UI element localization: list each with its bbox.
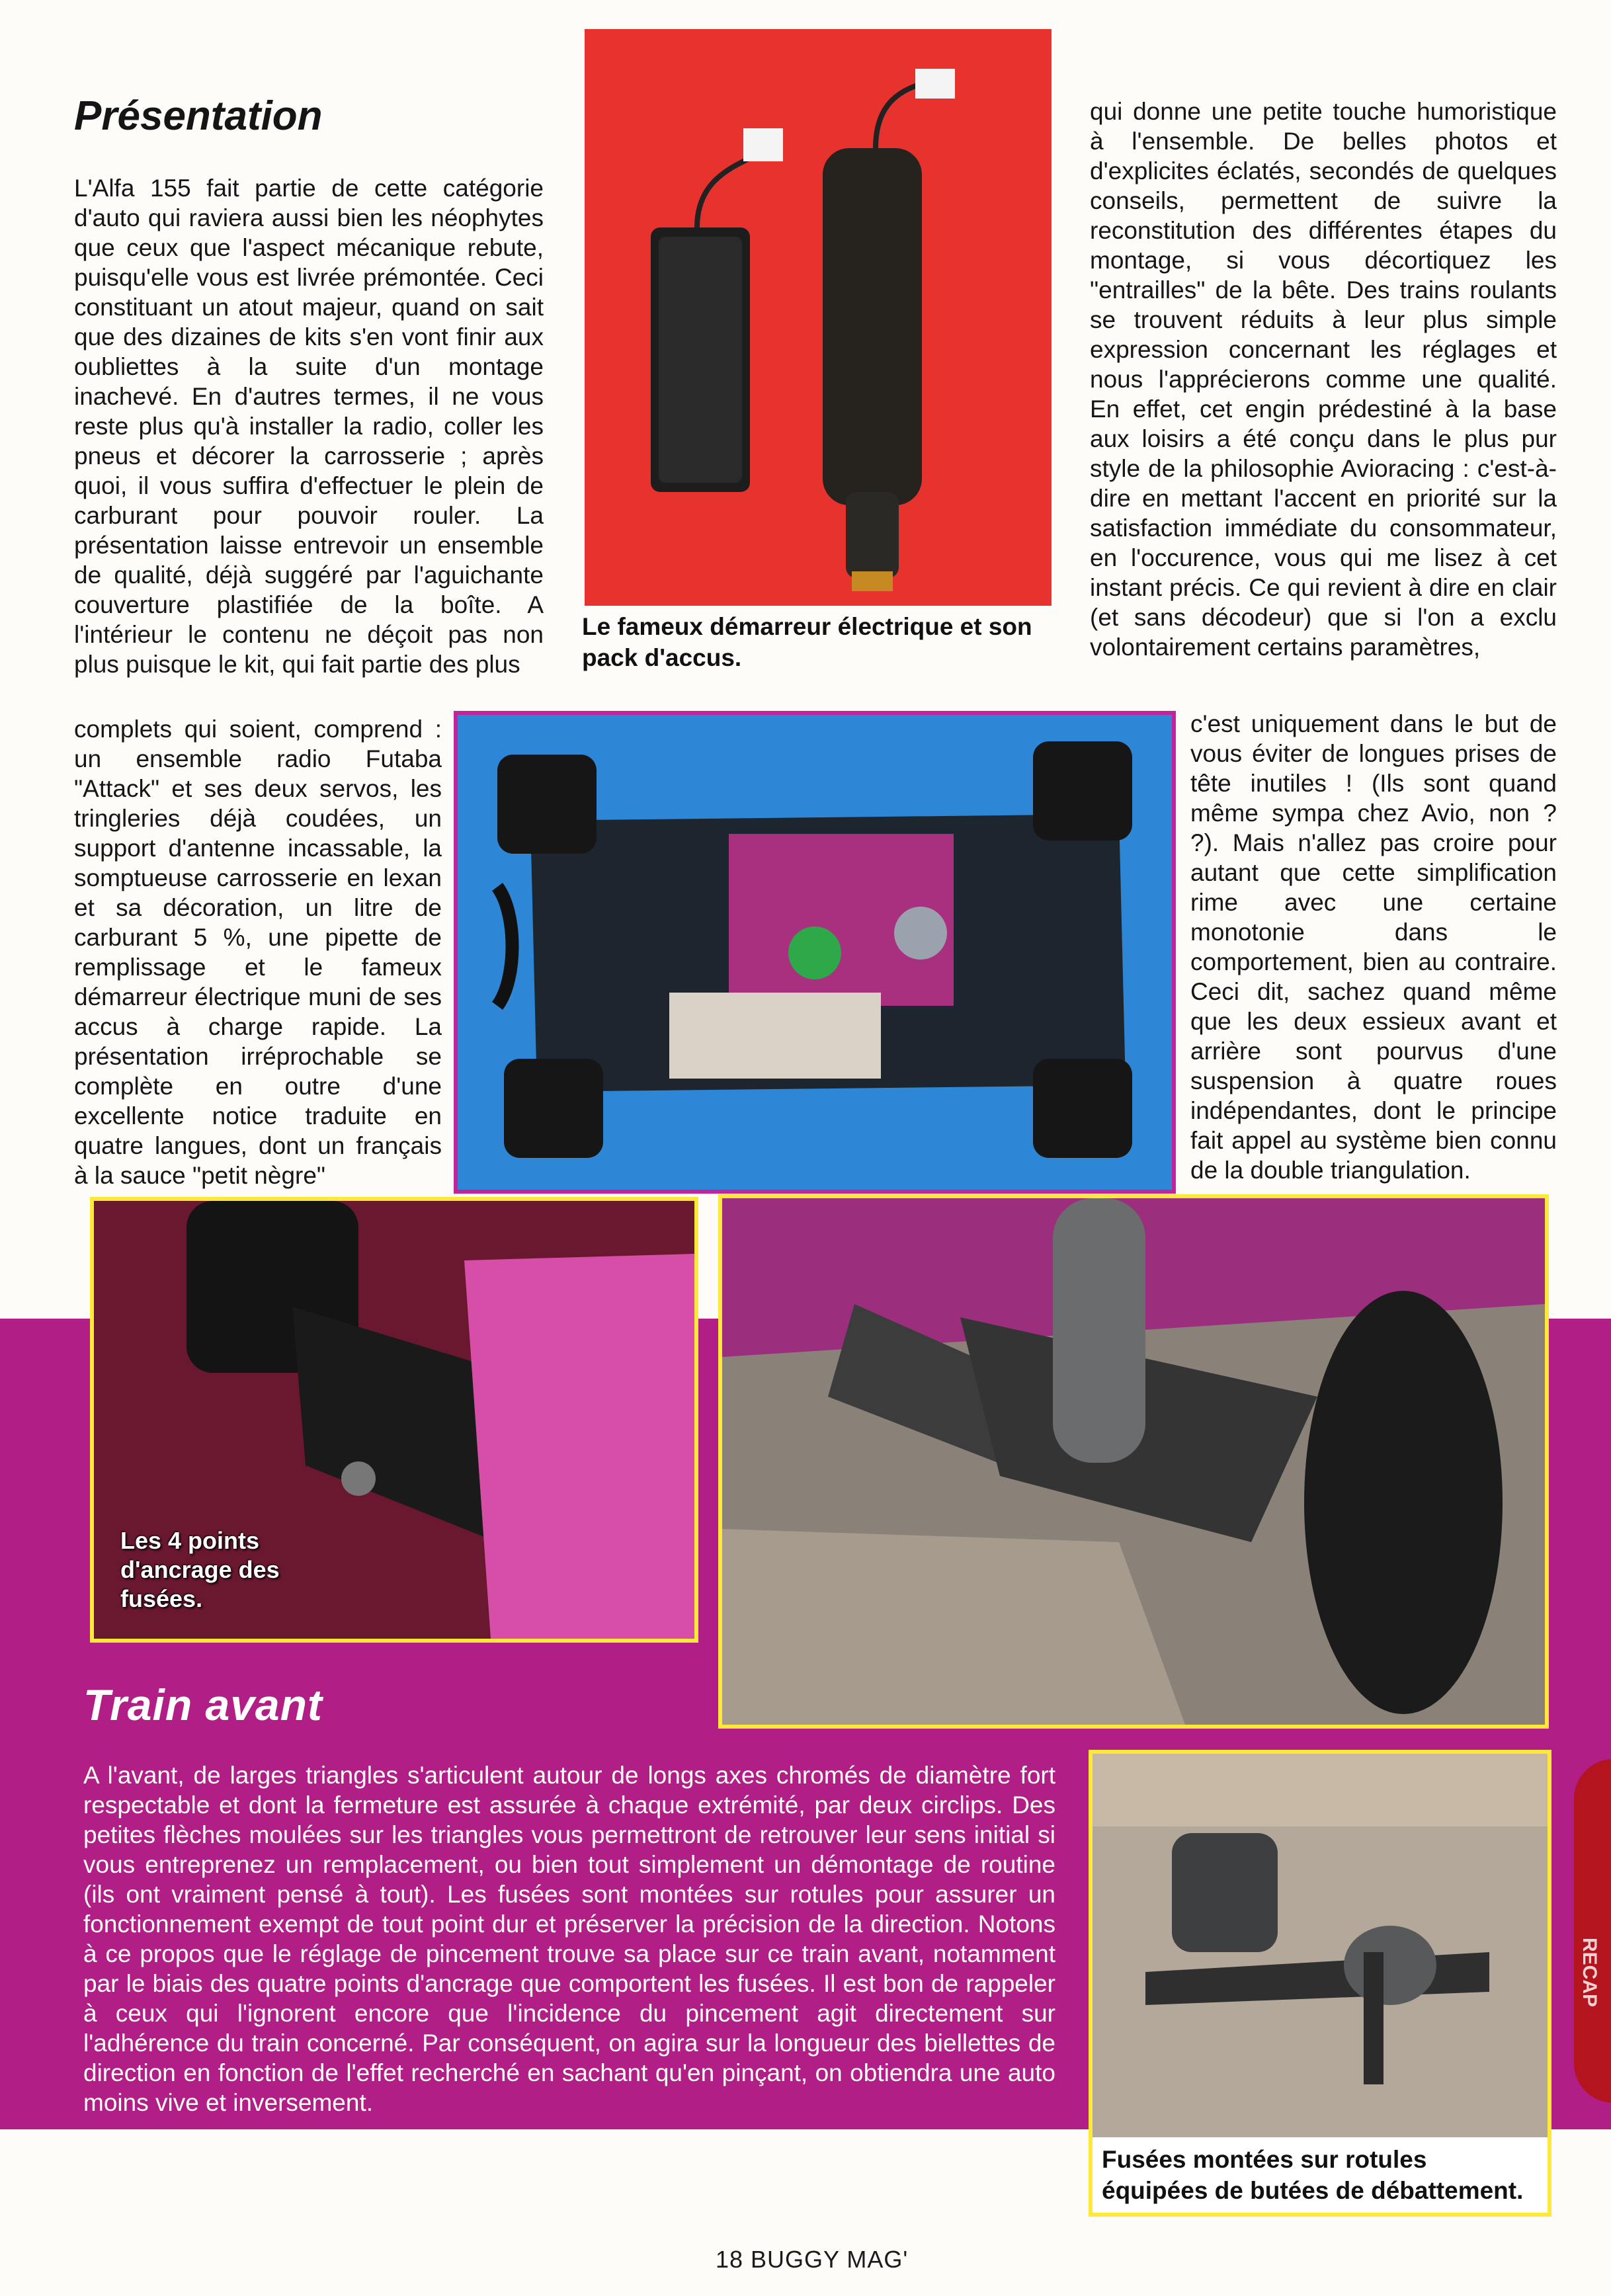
- presentation-col2: qui donne une petite touche humoristique à l'ensemble. De belles photos et d'explicites éclatés, secondés de quelques conseils, permettent de suivre la reconstitution des différentes étapes du montage, si vous décortiquez les "entrailles" de la bête. Des trains roulants se trouvent réduits à leur plus simple expression concernant les réglages et nous l'apprécierons comme une qualité. En effet, cet engin prédestiné à la base aux loisirs a été conçu dans le plus pur style de la philosophie Avioracing : c'est-à-dire en mettant l'accent en priorité sur la satisfaction immédiate du consommateur, en l'occurence, vous qui me lisez à cet instant précis. Ce qui revient à dire en clair (et sans décodeur) que si l'on a exclu volontairement certains paramètres,: [1090, 98, 1557, 661]
- side-tab-label: RECAP: [1579, 1938, 1600, 2008]
- anchors-photo: [90, 1197, 698, 1643]
- chassis-photo: [454, 711, 1176, 1194]
- suspension-photo: [718, 1194, 1549, 1729]
- train-avant-body: A l'avant, de larges triangles s'articulent autour de longs axes chromés de diamètre fort respectable et dont la fermeture est assurée à chaque extrémité, par deux circlips. Des petites flèches moulées sur les triangles vous permettront de retrouver leur sens initial si vous entreprenez un remplacement, ou bien tout simplement un démontage de routine (ils ont vraiment pensé à tout). Les fusées sont montées sur rotules pour assurer un fonctionnement exempt de tout point dur et préserver la précision de la direction. Notons à ce propos que le réglage de pincement trouve sa place sur ce train avant, notamment par le biais des quatre points d'ancrage que comportent les fusées. Il est bon de rappeler à ceux qui l'ignorent encore que l'incidence du pincement agit directement sur l'adhérence du train concerné. Par conséquent, on agira sur la longueur des biellettes de direction en fonction de l'effet recherché en sachant qu'en pinçant, on obtiendra une auto moins vive et inversement.: [83, 1762, 1055, 2116]
- chassis-illustration: [458, 715, 1172, 1190]
- page-footer: 18 BUGGY MAG': [716, 2246, 909, 2273]
- knuckles-caption-box: [1089, 2137, 1551, 2217]
- presentation-col2-wrap: c'est uniquement dans le but de vous éviter de longues prises de tête inutiles ! (Ils sont quand même sympa chez Avio, non ? ?). Mais n'allez pas croire pour autant que cette simplification rime avec une certaine monotonie dans le comportement, bien au contraire. Ceci dit, sachez quand même que les deux essieux avant et arrière sont pourvus d'une suspension à quatre roues indépendantes, dont le principe fait appel au système bien connu de la double triangulation.: [1190, 710, 1557, 1184]
- knuckles-photo: [1089, 1750, 1551, 2140]
- presentation-col1: L'Alfa 155 fait partie de cette catégorie d'auto qui raviera aussi bien les néophytes que ceux que l'aspect mécanique rebute, puisqu'elle vous est livrée prémontée. Ceci constituant un atout majeur, quand on sait que des dizaines de kits s'en vont finir aux oubliettes à la suite d'un montage inachevé. En d'autres termes, il ne vous reste plus qu'à installer la radio, coller les pneus et décorer la carrosserie ; après quoi, il vous suffira d'effectuer le plein de carburant pour pouvoir rouler. La présentation laisse entrevoir un ensemble de qualité, déjà suggéré par l'aguichante couverture plastifiée de la boîte. A l'intérieur le contenu ne déçoit pas non plus puisque le kit, qui fait partie des plus: [74, 175, 544, 678]
- side-tab: [1574, 1759, 1611, 2103]
- starter-photo: [585, 29, 1052, 606]
- anchors-caption: Les 4 points d'ancrage des fusées.: [120, 1527, 280, 1612]
- starter-caption: Le fameux démarreur électrique et son pack d'accus.: [582, 613, 1032, 671]
- starter-illustration: [585, 29, 1052, 606]
- suspension-illustration: [722, 1198, 1545, 1725]
- knuckles-illustration: [1093, 1754, 1548, 2140]
- train-avant-heading: Train avant: [83, 1680, 323, 1729]
- knuckles-caption: Fusées montées sur rotules équipées de butées de débattement.: [1102, 2146, 1524, 2204]
- presentation-heading: Présentation: [74, 93, 323, 139]
- presentation-col1-wrap: complets qui soient, comprend : un ensemble radio Futaba "Attack" et ses deux servos, les tringleries déjà coudées, un support d'antenne incassable, la somptueuse carrosserie en lexan et sa décoration, un litre de carburant 5 %, une pipette de remplissage et le fameux démarreur électrique muni de ses accus à charge rapide. La présentation irréprochable se complète en outre d'une excellente notice traduite en quatre langues, dont un français à la sauce "petit nègre": [74, 716, 442, 1189]
